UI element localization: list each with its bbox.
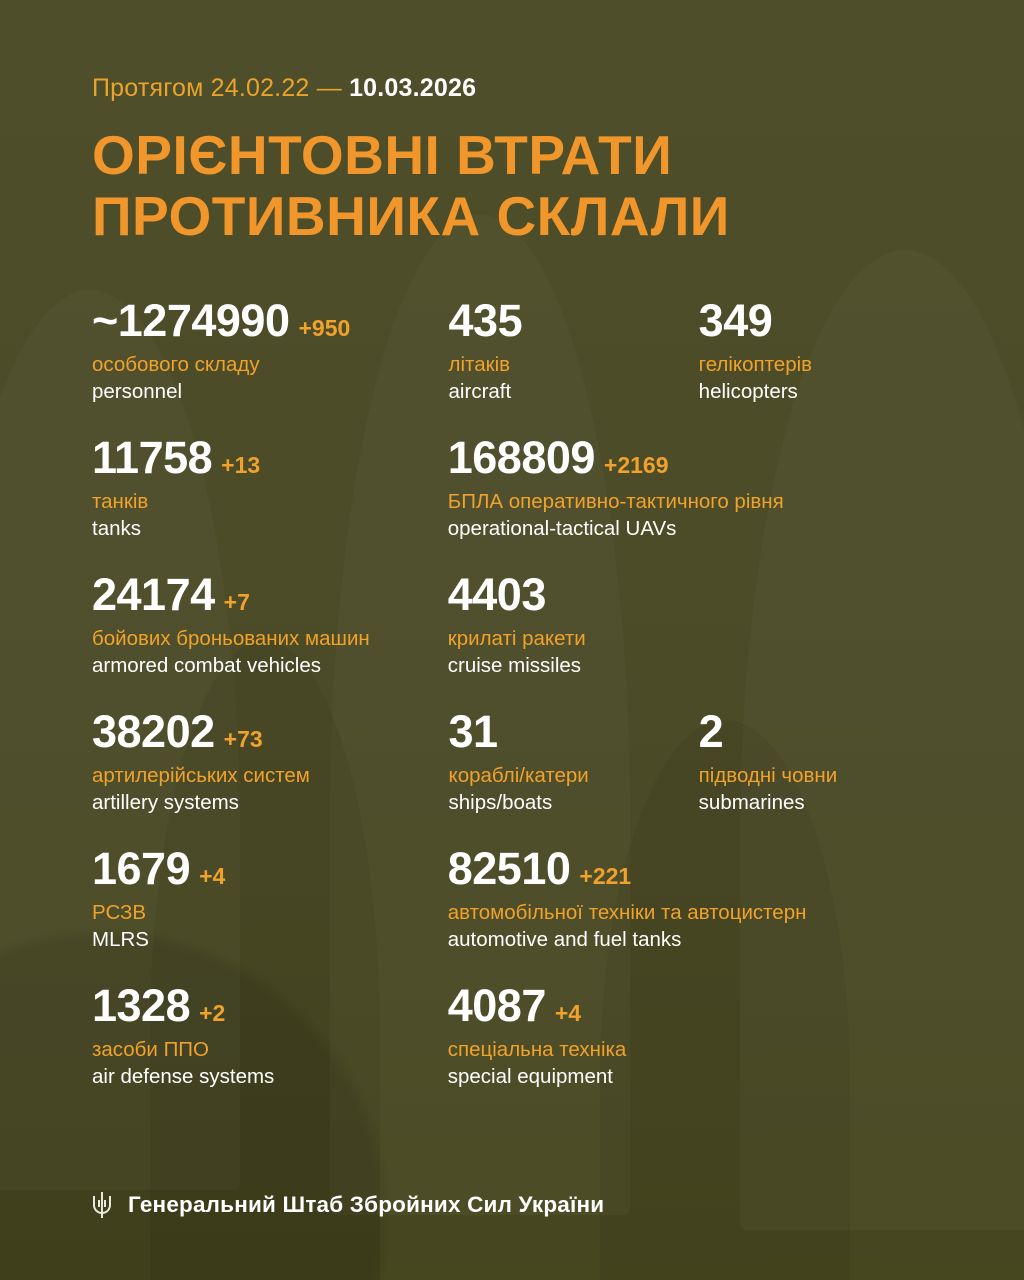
stat-label-en: air defense systems (92, 1065, 275, 1088)
stat-label-en: automotive and fuel tanks (447, 928, 682, 951)
table-row (92, 295, 932, 404)
stat-label-en: special equipment (447, 1065, 613, 1088)
headline-line-2: ПРОТИВНИКА СКЛАЛИ (92, 184, 730, 247)
stat-label-ua: БПЛА оперативно-тактичного рівня (447, 490, 784, 513)
stat-label-ua: гелікоптерів (698, 353, 813, 376)
stat-delta: +4 (554, 1000, 582, 1026)
stat-cruise-missiles (447, 569, 932, 678)
stat-label-ua: танків (92, 490, 149, 513)
stat-label-ua: бойових броньованих машин (92, 627, 370, 650)
period-dash: — (316, 74, 342, 102)
stat-value: 168809 (447, 432, 595, 483)
stat-label-en: artillery systems (92, 791, 239, 814)
table-row (92, 569, 932, 678)
stat-delta: +7 (223, 589, 250, 615)
stat-helicopters (698, 295, 932, 404)
stat-label-en: personnel (92, 380, 183, 403)
period-line (92, 74, 932, 103)
footer-credit: Генеральний Штаб Збройних Сил України (128, 1192, 605, 1217)
stat-mlrs (92, 843, 448, 952)
footer (92, 1192, 604, 1218)
stat-armored-vehicles (92, 569, 448, 678)
stat-special-equipment (447, 980, 932, 1089)
period-start: Протягом 24.02.22 (92, 74, 310, 102)
content-container (0, 74, 1024, 1089)
stat-label-ua: артилерійських систем (92, 764, 310, 787)
stat-value: 4403 (447, 569, 546, 620)
stat-value: 31 (448, 706, 498, 757)
stat-submarines (698, 706, 932, 815)
stat-delta: +221 (579, 863, 632, 889)
stat-delta: +2169 (603, 452, 669, 478)
stat-uavs (447, 432, 932, 541)
stat-label-en: submarines (698, 791, 805, 814)
stat-value: ~1274990 (92, 295, 290, 346)
stat-ships (448, 706, 699, 815)
page-title (92, 125, 932, 246)
stat-label-ua: особового складу (92, 353, 260, 376)
stat-delta: +4 (199, 863, 226, 889)
stat-label-en: cruise missiles (447, 654, 582, 677)
stat-label-ua: РСЗВ (92, 901, 147, 924)
stat-value: 2 (698, 706, 724, 757)
stat-automotive (447, 843, 932, 952)
stat-air-defense (92, 980, 448, 1089)
table-row (92, 432, 932, 541)
stat-label-en: armored combat vehicles (92, 654, 322, 677)
stat-label-en: helicopters (698, 380, 798, 403)
stat-label-en: aircraft (448, 380, 512, 403)
stat-label-en: tanks (92, 517, 141, 540)
table-row (92, 980, 932, 1089)
stat-value: 435 (448, 295, 523, 346)
stat-value: 38202 (92, 706, 215, 757)
losses-grid (92, 295, 932, 1089)
table-row (92, 706, 932, 815)
stat-delta: +950 (298, 315, 351, 341)
trident-icon (92, 1192, 112, 1218)
stat-label-ua: підводні човни (698, 764, 838, 787)
stat-label-ua: засоби ППО (92, 1038, 209, 1061)
stat-delta: +2 (199, 1000, 226, 1026)
stat-label-ua: крилаті ракети (447, 627, 586, 650)
stat-label-ua: літаків (448, 353, 511, 376)
stat-label-ua: спеціальна техніка (447, 1038, 627, 1061)
headline-line-1: ОРІЄНТОВНІ ВТРАТИ (92, 124, 673, 186)
stat-label-ua: кораблі/катери (448, 764, 589, 787)
period-end-date: 10.03.2026 (349, 74, 477, 102)
stat-value: 4087 (447, 980, 546, 1031)
stat-delta: +13 (221, 452, 261, 478)
table-row (92, 843, 932, 952)
stat-personnel (92, 295, 449, 404)
stat-label-en: operational-tactical UAVs (447, 517, 677, 540)
stat-label-en: MLRS (92, 928, 149, 951)
stat-label-ua: автомобільної техніки та автоцистерн (447, 901, 807, 924)
stat-value: 24174 (92, 569, 215, 620)
stat-value: 349 (698, 295, 773, 346)
stat-delta: +73 (223, 726, 263, 752)
stat-artillery (92, 706, 449, 815)
stat-value: 1679 (92, 843, 191, 894)
stat-aircraft (448, 295, 699, 404)
stat-value: 1328 (92, 980, 191, 1031)
stat-value: 11758 (92, 432, 213, 483)
stat-value: 82510 (447, 843, 571, 894)
stat-label-en: ships/boats (448, 791, 553, 814)
stat-tanks (92, 432, 448, 541)
